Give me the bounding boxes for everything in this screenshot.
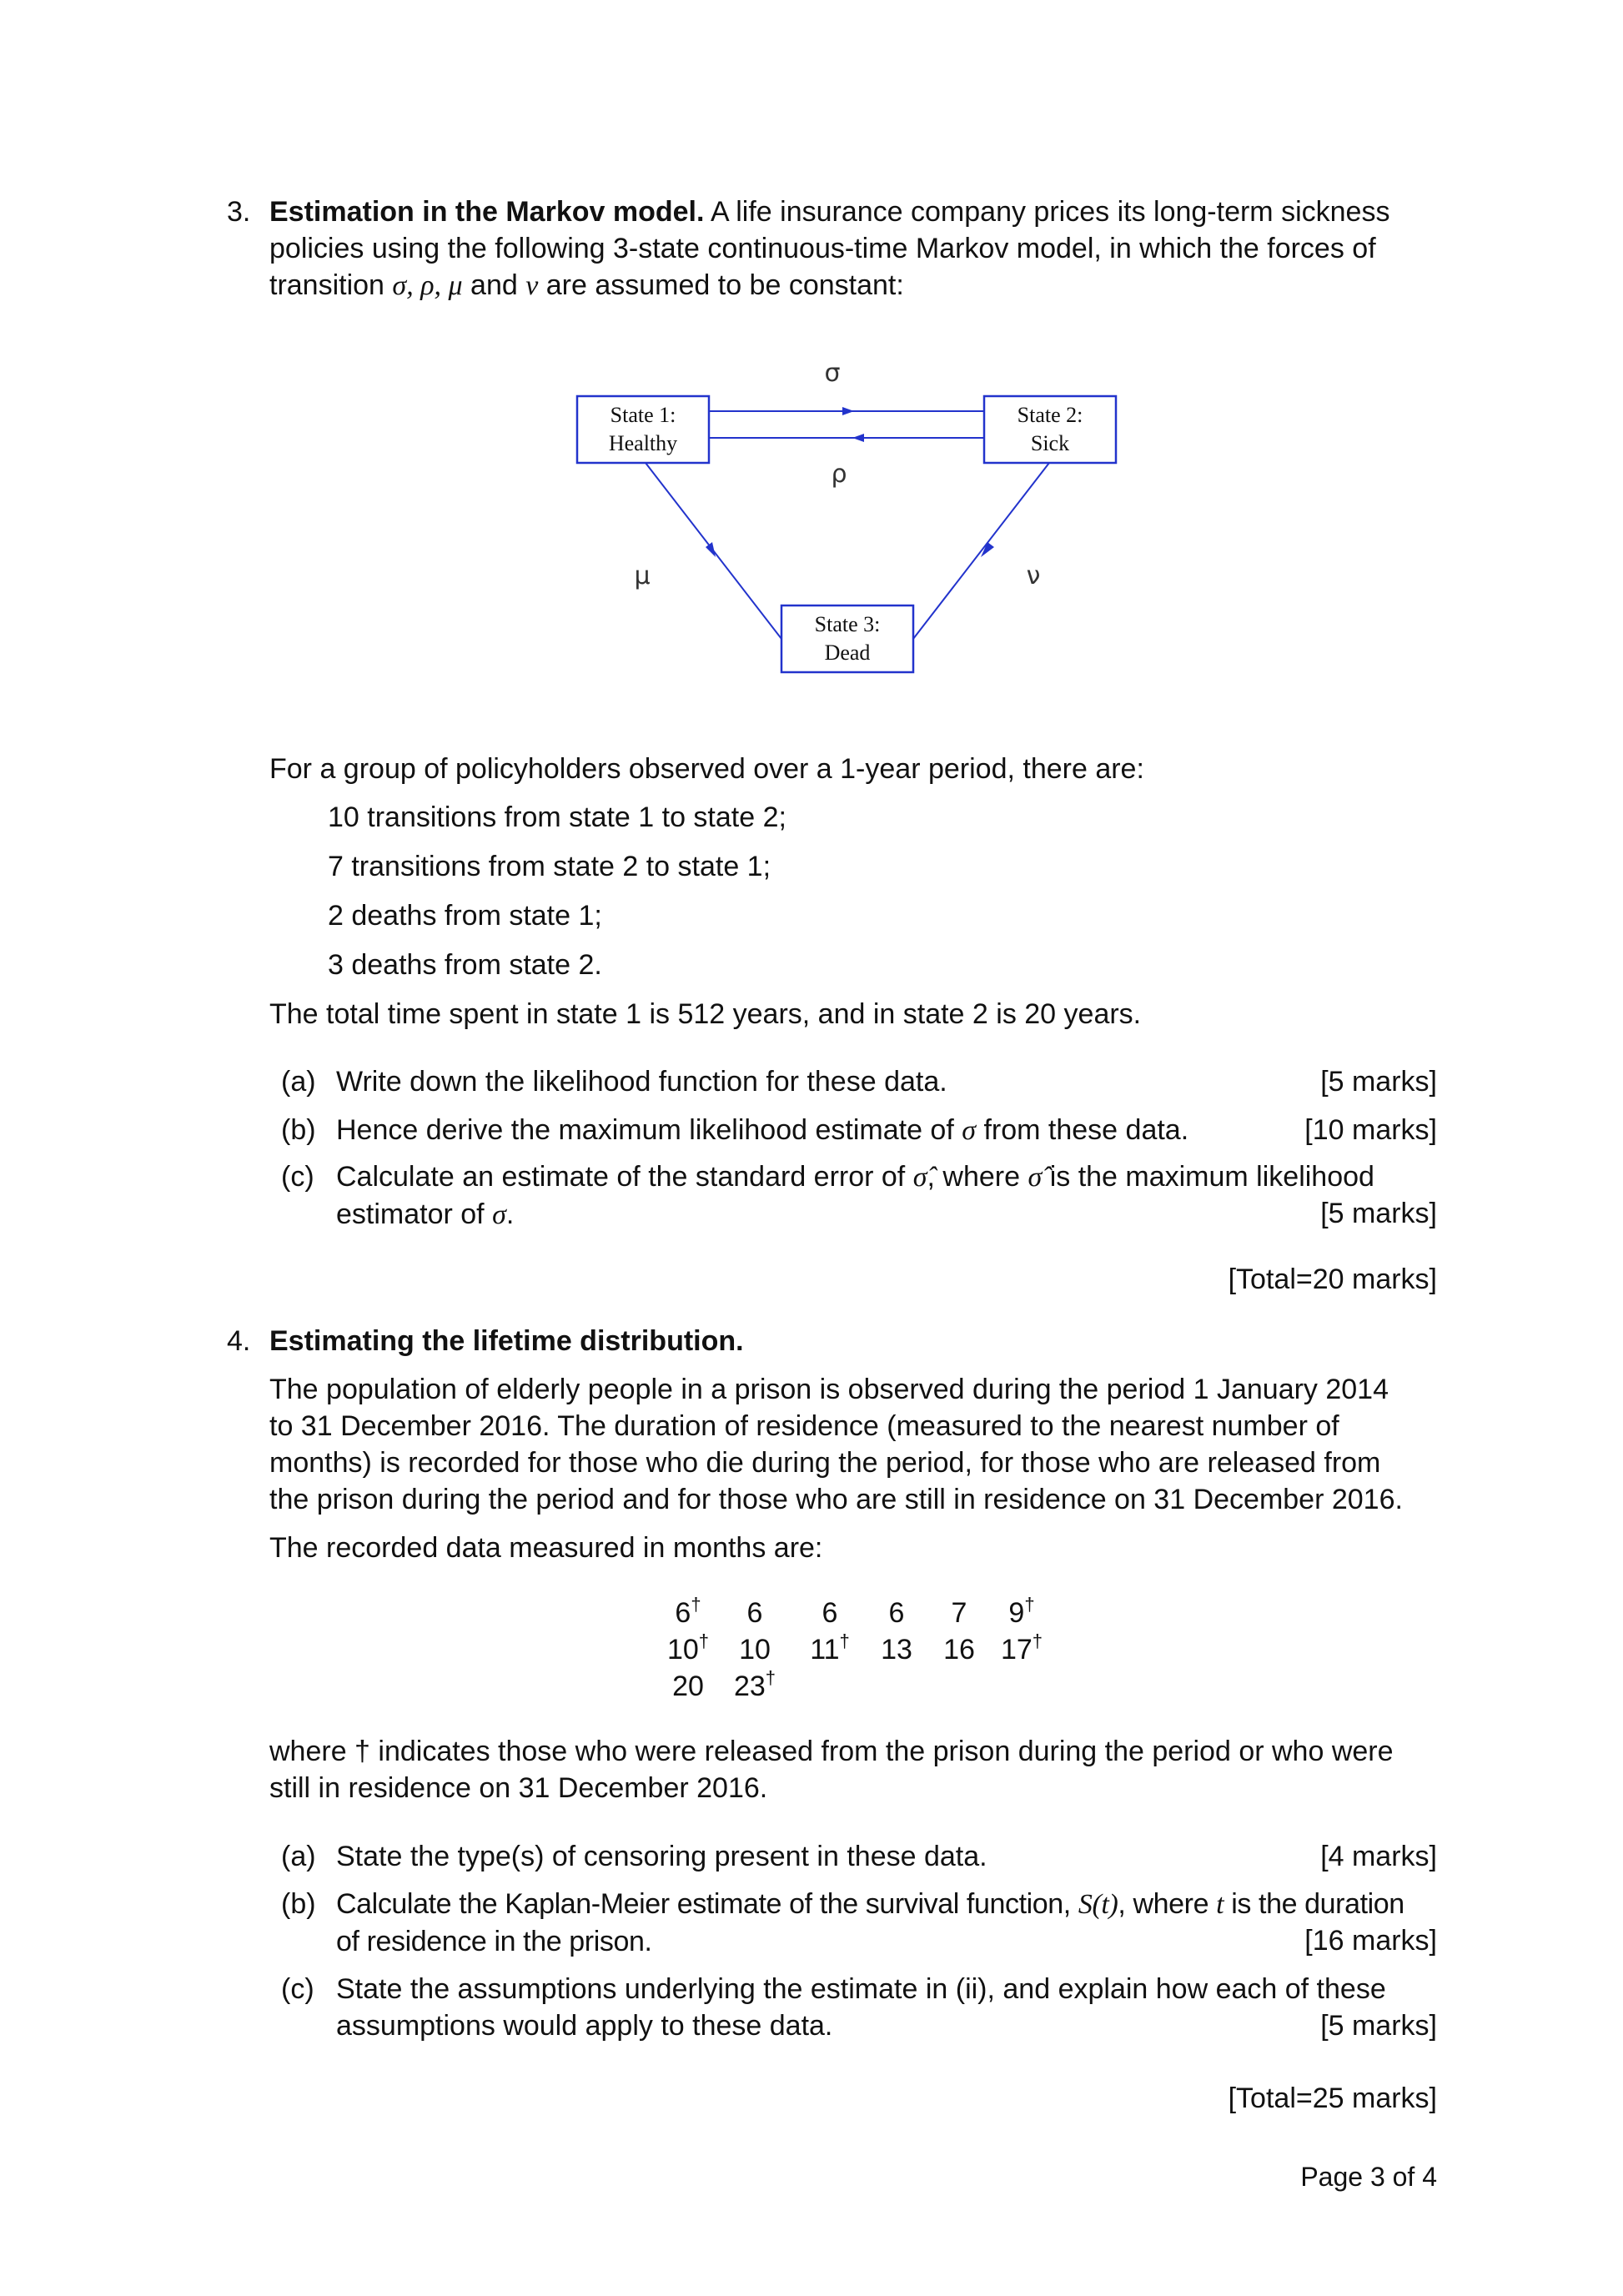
data-cell: 9† (1008, 1594, 1035, 1629)
state-2-box (984, 396, 1116, 463)
part-label: (a) (281, 1841, 316, 1872)
data-cell: 10 (739, 1634, 771, 1665)
q4-part-a (281, 1838, 1437, 1875)
part-text-mid: , where (1118, 1888, 1209, 1920)
part-text (336, 1971, 1437, 2044)
nu-label: ν (1026, 561, 1041, 590)
q3-intro-end: are assumed to be constant: (545, 269, 904, 301)
data-cell: 17† (1000, 1630, 1043, 1665)
q3-part-a (281, 1063, 1437, 1100)
paragraph-line: to 31 December 2016. The duration of residence (measured to the nearest number of (269, 1410, 1339, 1442)
state-3-line2: Dead (824, 641, 871, 665)
q3-total-time: The total time spent in state 1 is 512 years, and in state 2 is 20 years. (269, 998, 1142, 1030)
part-marks: [5 marks] (1320, 1066, 1437, 1098)
paragraph-line: where † indicates those who were released from the prison during the period or who were (269, 1736, 1394, 1767)
state-3-box (781, 605, 913, 672)
q4-part-c (281, 1971, 1437, 2046)
q4-title: Estimating the lifetime distribution. (269, 1325, 744, 1357)
survival-symbol: S(t) (1078, 1889, 1118, 1920)
q4-paragraph-2: The recorded data measured in months are: (269, 1532, 823, 1564)
paragraph-line: still in residence on 31 December 2016. (269, 1772, 768, 1804)
part-text-post: is the duration (1231, 1888, 1404, 1920)
part-marks: [10 marks] (1304, 1114, 1437, 1146)
paragraph-line: months) is recorded for those who die during the period, for those who are released from (269, 1447, 1381, 1479)
part-label: (b) (281, 1888, 316, 1920)
data-cell: 13 (881, 1634, 912, 1665)
part-text: Write down the likelihood function for these data. (336, 1066, 947, 1098)
part-marks: [4 marks] (1320, 1841, 1437, 1872)
mu-label: μ (634, 561, 651, 590)
part-text-post: from these data. (983, 1114, 1189, 1146)
q4-dagger-note (269, 1733, 1437, 1806)
q3-group-intro: For a group of policyholders observed over a 1-year period, there are: (269, 753, 1144, 785)
q3-item: 7 transitions from state 2 to state 1; (328, 851, 771, 882)
data-cell: 16 (943, 1634, 975, 1665)
mu-transition-arrow (646, 463, 781, 639)
q4-part-b (281, 1886, 1437, 1961)
sigma-transition-arrow (709, 407, 984, 415)
state-3-line1: State 3: (814, 612, 881, 636)
censor-dagger: † (1032, 1630, 1043, 1651)
nu-transition-arrow (913, 463, 1049, 639)
state-2-line1: State 2: (1017, 403, 1083, 427)
state-1-box (577, 396, 709, 463)
part-marks: [16 marks] (1304, 1925, 1437, 1957)
censor-dagger: † (839, 1630, 850, 1651)
q3-intro-symbols: σ, ρ, μ (392, 270, 463, 301)
data-cell: 10† (666, 1630, 710, 1665)
q3-intro-nu: ν (525, 270, 539, 301)
part-label: (a) (281, 1066, 316, 1098)
data-cell: 7 (951, 1597, 967, 1629)
part-text-line2: estimator of (336, 1198, 485, 1230)
censor-dagger: † (1024, 1594, 1035, 1615)
data-cell: 6 (746, 1597, 763, 1629)
censor-dagger: † (765, 1667, 776, 1688)
part-text-pre: Calculate the Kaplan-Meier estimate of the survival function, (336, 1888, 1071, 1920)
part-text (336, 1886, 1470, 1960)
sigma-label: σ (824, 359, 841, 388)
part-text (336, 1112, 1437, 1149)
censor-dagger: † (698, 1630, 710, 1651)
paragraph-line: The population of elderly people in a prison is observed during the period 1 January 2014 (269, 1374, 1389, 1405)
q3-total: [Total=20 marks] (1228, 1264, 1437, 1295)
q3-part-c (281, 1158, 1437, 1233)
part-text-pre: Hence derive the maximum likelihood estimate of (336, 1114, 954, 1146)
part-text (336, 1158, 1437, 1233)
data-cell: 6† (675, 1594, 701, 1629)
paragraph-line: the prison during the period and for those who are still in residence on 31 December 2016. (269, 1484, 1403, 1515)
q3-intro-and: and (470, 269, 518, 301)
q3-item: 10 transitions from state 1 to state 2; (328, 801, 786, 833)
data-cell: 6 (822, 1597, 838, 1629)
part-text: State the type(s) of censoring present in these data. (336, 1841, 987, 1872)
part-marks: [5 marks] (1320, 2010, 1437, 2042)
state-1-line1: State 1: (610, 403, 676, 427)
q3-title: Estimation in the Markov model. (269, 196, 705, 228)
sigma-symbol: σ (492, 1199, 506, 1230)
q3-intro-text: A life insurance company prices its long-term sickness policies using the following 3-state continuous-time Markov model, in which the forces of transition (269, 196, 1390, 301)
q3-item: 3 deaths from state 2. (328, 949, 602, 981)
q3-number: 3. (227, 196, 251, 228)
data-cell: 6 (888, 1597, 905, 1629)
state-2-line2: Sick (1030, 431, 1070, 455)
part-text-line2: assumptions would apply to these data. (336, 2010, 833, 2042)
q3-part-b (281, 1112, 1437, 1148)
censor-dagger: † (691, 1594, 701, 1615)
sigma-symbol: σ (962, 1115, 977, 1146)
part-label: (b) (281, 1114, 316, 1146)
q3-item: 2 deaths from state 1; (328, 900, 602, 932)
markov-diagram (0, 0, 1623, 751)
part-label: (c) (281, 1973, 314, 2005)
sigma-hat-symbol: σ̂ (912, 1162, 927, 1193)
part-text-mid2: is the maximum likelihood (1049, 1161, 1374, 1193)
part-text-pre: Calculate an estimate of the standard error of (336, 1161, 906, 1193)
part-text-line1: State the assumptions underlying the estimate in (ii), and explain how each of these (336, 1973, 1386, 2005)
data-cell: 11† (810, 1630, 850, 1665)
q4-number: 4. (227, 1325, 251, 1357)
rho-transition-arrow (709, 434, 984, 442)
t-symbol: t (1216, 1889, 1224, 1920)
data-cell: 20 (672, 1671, 704, 1702)
rho-label: ρ (831, 460, 847, 489)
part-text-mid: , where (927, 1161, 1020, 1193)
sigma-hat-symbol: σ̂ (1028, 1162, 1043, 1193)
part-text-line2: of residence in the prison. (336, 1926, 652, 1957)
state-1-line2: Healthy (608, 431, 678, 455)
data-cell: 23† (733, 1667, 776, 1702)
part-text-end: . (505, 1198, 515, 1230)
page-number: Page 3 of 4 (1300, 2162, 1437, 2192)
q4-paragraph-1 (269, 1371, 1437, 1518)
part-marks: [5 marks] (1320, 1198, 1437, 1229)
part-label: (c) (281, 1161, 314, 1193)
q4-total: [Total=25 marks] (1228, 2082, 1437, 2114)
